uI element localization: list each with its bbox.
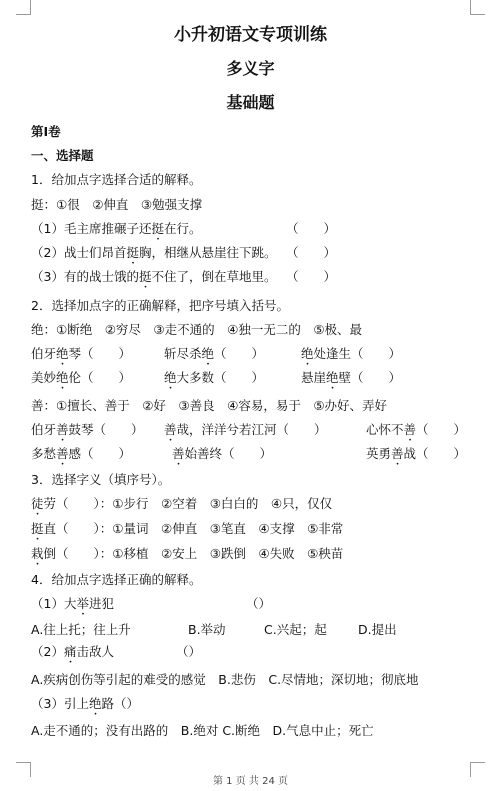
item-text: 大多数（ ） xyxy=(176,370,265,385)
dotted-character: 绝 xyxy=(201,346,215,361)
item-text: 不住了，倒在草地里。 xyxy=(151,269,277,284)
shan-definitions xyxy=(31,396,387,414)
section-title: 基础题 xyxy=(226,93,275,112)
definition-prefix: 挺： xyxy=(31,197,57,212)
question-4-stem: 4．给加点字选择正确的解释。 xyxy=(31,572,202,587)
question-1-stem: 1．给加点字选择合适的解释。 xyxy=(31,172,202,187)
question-4-sub xyxy=(31,594,114,618)
dotted-character: 栽 xyxy=(31,546,44,561)
question-1-item xyxy=(31,267,277,291)
options-line[interactable]: A.走不通的；没有出路的 B.绝对 C.断绝 D.气息中止；死亡 xyxy=(31,723,374,738)
item-text: 悬崖 xyxy=(301,370,327,385)
dotted-character: 善 xyxy=(56,422,69,437)
item-text: 直 xyxy=(43,521,57,536)
dotted-character: 举 xyxy=(76,596,89,611)
item-text: 胸，相继从悬崖往下跳。 xyxy=(138,245,277,260)
question-4-sub xyxy=(31,694,139,718)
item-text: （1）毛主席推碾子还 xyxy=(31,221,152,236)
dotted-character: 善 xyxy=(172,446,185,461)
dotted-character: 绝 xyxy=(56,346,69,361)
item-text: （ ）：①移植 ②安上 ③跌倒 ④失败 ⑤秧苗 xyxy=(56,546,344,561)
dotted-character: 善 xyxy=(391,446,404,461)
jue-item xyxy=(164,368,264,392)
volume-label: 第I卷 xyxy=(31,124,61,139)
shan-item xyxy=(31,444,131,468)
item-text: （2） xyxy=(31,644,64,659)
options-line[interactable]: A.疾病创伤等引起的难受的感觉 B.悲伤 C.尽情地；深切地；彻底地 xyxy=(31,672,419,687)
item-text: 英勇 xyxy=(366,446,392,461)
document-title: 小升初语文专项训练 xyxy=(174,25,327,45)
item-text: 斩尽杀 xyxy=(164,346,202,361)
dotted-character: 痛 xyxy=(63,644,77,659)
question-3-row xyxy=(31,519,343,543)
jue-item xyxy=(301,344,401,368)
question-3-stem: 3．选择字义（填序号）。 xyxy=(31,472,171,487)
question-1-item xyxy=(31,243,277,267)
question-1-item xyxy=(31,219,202,243)
dotted-character: 绝 xyxy=(301,346,314,361)
dotted-character: 挺 xyxy=(31,521,44,536)
item-text: （3）引上 xyxy=(31,696,89,711)
definition-prefix: 绝： xyxy=(31,322,57,337)
item-text: （ ）：①步行 ②空着 ③白白的 ④只，仅仅 xyxy=(56,496,333,511)
part-heading: 一、选择题 xyxy=(31,148,94,163)
question-3-row xyxy=(31,544,343,568)
definition-options: ①断绝 ②穷尽 ③走不通的 ④独一无二的 ⑤极、最 xyxy=(56,322,363,337)
shan-item xyxy=(164,420,327,444)
item-text: 在行。 xyxy=(163,221,202,236)
definition-prefix: 善： xyxy=(31,398,57,413)
option-d[interactable]: D.提出 xyxy=(358,622,397,637)
answer-blank[interactable]: （ ） xyxy=(286,245,337,260)
option-c[interactable]: C.兴起；起 xyxy=(264,622,327,637)
item-text: 进犯 xyxy=(88,596,114,611)
item-text: 路（） xyxy=(101,696,139,711)
jue-item xyxy=(31,344,131,368)
answer-blank[interactable]: （） xyxy=(246,596,272,611)
jue-item xyxy=(31,368,131,392)
question-2-stem: 2．选择加点字的正确解释，把序号填入括号。 xyxy=(31,298,289,313)
item-text: （2）战士们昂首 xyxy=(31,245,127,260)
answer-blank[interactable]: （ ） xyxy=(286,269,337,284)
item-text: （ ） xyxy=(416,422,467,437)
item-text: 击敌人 xyxy=(76,644,114,659)
item-text: 伯牙 xyxy=(31,422,57,437)
item-text: 战（ ） xyxy=(403,446,467,461)
item-text: 鼓琴（ ） xyxy=(68,422,144,437)
answer-blank[interactable]: （） xyxy=(176,644,202,659)
dotted-character: 绝 xyxy=(164,370,177,385)
dotted-character: 绝 xyxy=(56,370,69,385)
item-text: （ ）：①量词 ②伸直 ③笔直 ④支撑 ⑤非常 xyxy=(56,521,344,536)
jue-item xyxy=(301,368,401,392)
dotted-character: 徒 xyxy=(31,496,44,511)
item-text: 哉，洋洋兮若江河（ ） xyxy=(176,422,327,437)
dotted-character: 绝 xyxy=(326,370,339,385)
definition-options: ①擅长、善于 ②好 ③善良 ④容易，易于 ⑤办好、弄好 xyxy=(56,398,388,413)
page-corner-mark xyxy=(16,0,31,15)
question-3-row xyxy=(31,494,332,518)
item-text: 感（ ） xyxy=(68,446,132,461)
item-text: 处逢生（ ） xyxy=(313,346,402,361)
item-text: （ ） xyxy=(214,346,265,361)
document-subtitle: 多义字 xyxy=(226,59,275,78)
item-text: （1）大 xyxy=(31,596,77,611)
dotted-character: 善 xyxy=(56,446,69,461)
option-a[interactable]: A.往上托；往上升 xyxy=(31,622,131,637)
shan-item xyxy=(366,444,466,468)
question-4-sub xyxy=(31,642,114,666)
jue-item xyxy=(164,344,264,368)
item-text: 始善终（ ） xyxy=(184,446,273,461)
item-text: 劳 xyxy=(43,496,57,511)
item-text: 琴（ ） xyxy=(68,346,132,361)
dotted-character: 挺 xyxy=(138,269,152,284)
answer-blank[interactable]: （ ） xyxy=(286,221,337,236)
item-text: 美妙 xyxy=(31,370,57,385)
item-text: 心怀不 xyxy=(366,422,404,437)
definition-options: ①很 ②伸直 ③勉强支撑 xyxy=(56,197,203,212)
shan-item xyxy=(366,420,466,444)
option-b[interactable]: B.举动 xyxy=(188,622,226,637)
item-text: 多愁 xyxy=(31,446,57,461)
dotted-character: 绝 xyxy=(88,696,102,711)
shan-item xyxy=(172,444,272,468)
dotted-character: 挺 xyxy=(151,221,164,236)
dotted-character: 善 xyxy=(403,422,417,437)
dotted-character: 善 xyxy=(164,422,177,437)
item-text: 伯牙 xyxy=(31,346,57,361)
question-1-definitions xyxy=(31,195,202,213)
page-footer: 第 1 页 共 24 页 xyxy=(213,776,288,787)
page-corner-mark xyxy=(470,0,485,15)
item-text: 倒 xyxy=(43,546,57,561)
item-text: 壁（ ） xyxy=(338,370,402,385)
item-text: 伦（ ） xyxy=(68,370,132,385)
jue-definitions xyxy=(31,320,362,338)
dotted-character: 挺 xyxy=(126,245,139,260)
item-text: （3）有的战士饿的 xyxy=(31,269,139,284)
shan-item xyxy=(31,420,144,444)
